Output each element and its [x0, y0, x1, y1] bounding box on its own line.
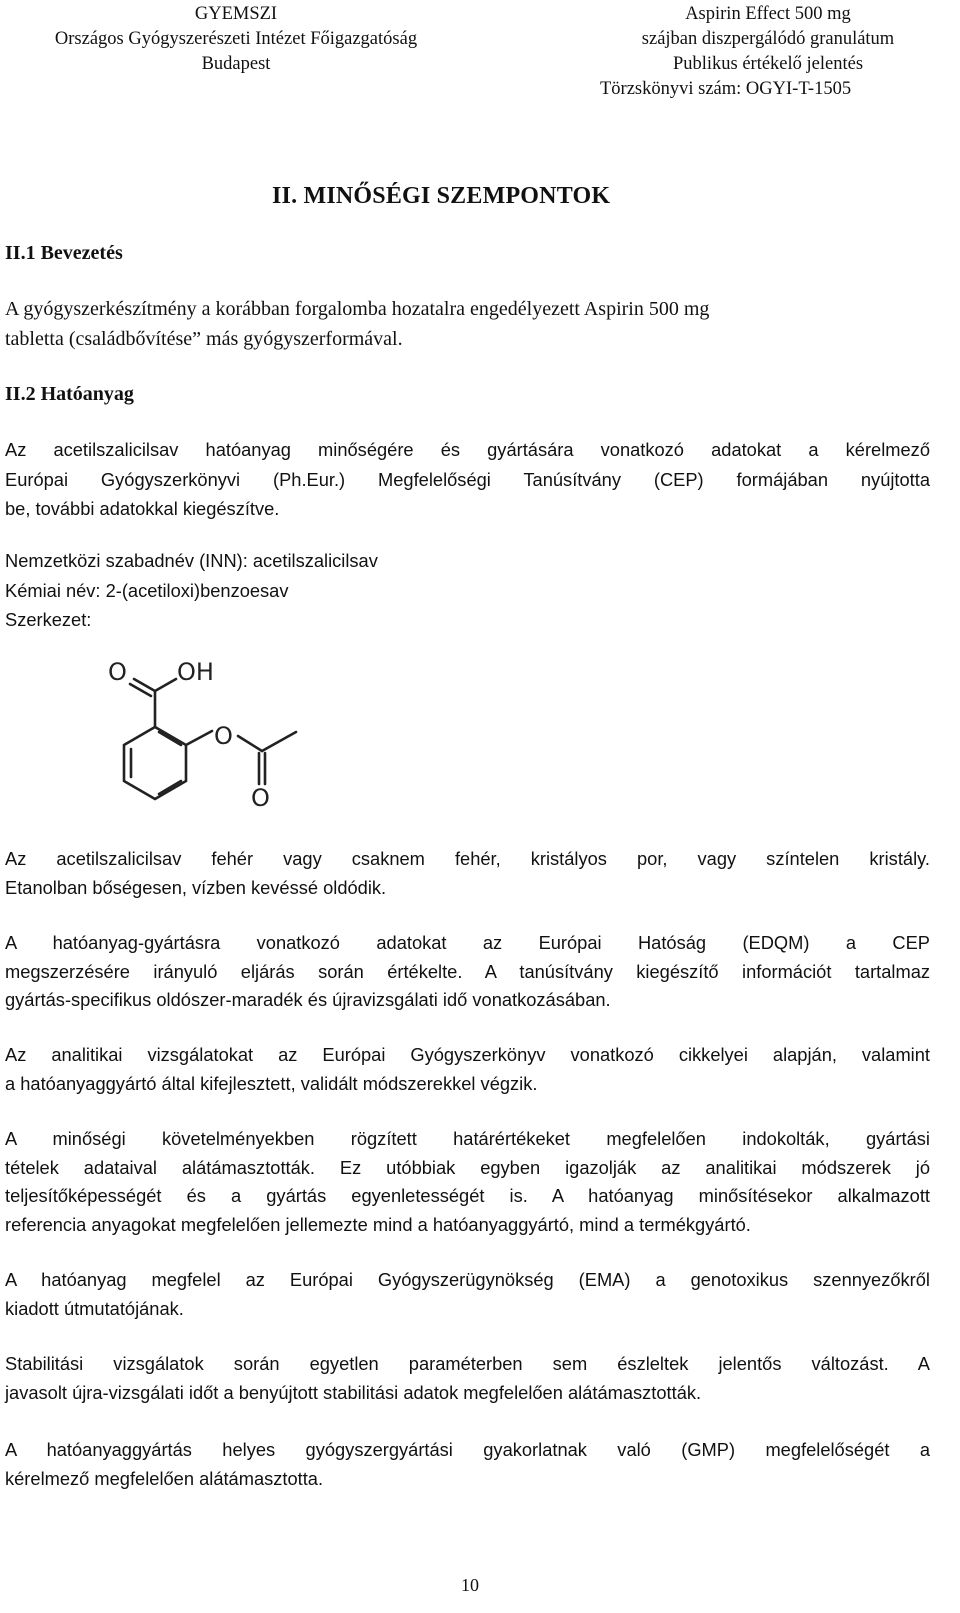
paragraph-description: [5, 845, 930, 902]
paragraph-genotoxic: [5, 1266, 930, 1323]
text-line: Az acetilszalicilsav fehér vagy csaknem fehér, kristályos por, vagy színtelen kristály.: [5, 848, 930, 869]
text-line: Európai Gyógyszerkönyvi (Ph.Eur.) Megfelelőségi Tanúsítvány (CEP) formájában nyújtotta: [5, 468, 930, 490]
text-line: be, további adatokkal kiegészítve.: [5, 498, 280, 519]
text-line: Stabilitási vizsgálatok során egyetlen paraméterben sem észleltek jelentős változást. A: [5, 1353, 930, 1374]
header-org-full: Országos Gyógyszerészeti Intézet Főigazgatóság: [54, 29, 418, 49]
text-line: A hatóanyag megfelel az Európai Gyógyszerügynökség (EMA) a genotoxikus szennyezőkről: [5, 1269, 930, 1290]
header-registration: Törzskönyvi szám: OGYI-T-1505: [600, 79, 852, 99]
header-right: [598, 2, 938, 102]
paragraph-names: [5, 546, 930, 635]
text-line: A hatóanyaggyártás helyes gyógyszergyártási gyakorlatnak való (GMP) megfelelőségét a: [5, 1439, 930, 1460]
paragraph-cep: [5, 435, 930, 524]
text-line: megszerzésére irányuló eljárás során értékelte. A tanúsítvány kiegészítő információt tartalmaz: [5, 960, 930, 982]
intro-line: tabletta (családbővítése” más gyógyszerformával.: [5, 327, 403, 350]
text-line: kérelmező megfelelően alátámasztotta.: [5, 1467, 324, 1489]
atom-label: O: [251, 784, 270, 812]
header-report-type: Publikus értékelő jelentés: [672, 54, 864, 74]
page-number: 10: [461, 1575, 479, 1595]
text-line: Az analitikai vizsgálatokat az Európai Gyógyszerkönyv vonatkozó cikkelyei alapján, valamint: [5, 1044, 930, 1065]
main-title: II. MINŐSÉGI SZEMPONTOK: [272, 183, 611, 209]
text-line: a hatóanyaggyártó által kifejlesztett, validált módszerekkel végzik.: [5, 1072, 538, 1094]
header-product: Aspirin Effect 500 mg: [685, 4, 851, 24]
intro-paragraph: [5, 295, 930, 354]
section-heading-introduction: II.1 Bevezetés: [5, 242, 123, 264]
text-line: gyártás-specifikus oldószer-maradék és újravizsgálati idő vonatkozásában.: [5, 989, 611, 1010]
header-city: Budapest: [201, 54, 271, 74]
paragraph-gmp: [5, 1436, 930, 1493]
atom-label: O: [108, 658, 127, 686]
text-line: A hatóanyag-gyártásra vonatkozó adatokat az Európai Hatóság (EDQM) a CEP: [5, 932, 930, 953]
text-line: teljesítőképességét és a gyártás egyenletességét is. A hatóanyag minősítésekor alkalmazott: [5, 1185, 930, 1206]
aspirin-structure-image: [100, 650, 310, 820]
structure-label: Szerkezet:: [5, 609, 92, 630]
paragraph-edqm: [5, 929, 930, 1015]
chemical-name-line: Kémiai név: 2-(acetiloxi)benzoesav: [5, 579, 289, 601]
text-line: kiadott útmutatójának.: [5, 1297, 184, 1319]
text-line: Etanolban bőségesen, vízben kevéssé oldódik.: [5, 876, 387, 898]
intro-line: A gyógyszerkészítmény a korábban forgalomba hozatalra engedélyezett Aspirin 500 mg: [5, 298, 710, 320]
paragraph-specifications: [5, 1125, 930, 1239]
text-line: referencia anyagokat megfelelően jellemezte mind a hatóanyaggyártó, mind a termékgyártó.: [5, 1213, 751, 1235]
atom-label: OH: [177, 658, 214, 686]
section-heading-active-substance: II.2 Hatóanyag: [5, 383, 134, 405]
text-line: Az acetilszalicilsav hatóanyag minőségére és gyártására vonatkozó adatokat a kérelmező: [5, 439, 930, 460]
header-left: [6, 2, 466, 77]
header-org-short: GYEMSZI: [194, 4, 278, 24]
text-line: tételek adataival alátámasztották. Ez utóbbiak egyben igazolják az analitikai módszerek jó: [5, 1156, 930, 1178]
inn-line: Nemzetközi szabadnév (INN): acetilszalicilsav: [5, 550, 378, 571]
paragraph-analytics: [5, 1041, 930, 1098]
text-line: javasolt újra-vizsgálati időt a benyújtott stabilitási adatok megfelelően alátámasztották.: [5, 1381, 702, 1403]
text-line: A minőségi követelményekben rögzített határértékeket megfelelően indokolták, gyártási: [5, 1128, 930, 1149]
header-form: szájban diszpergálódó granulátum: [641, 29, 895, 49]
paragraph-stability: [5, 1350, 930, 1407]
atom-label: O: [214, 722, 233, 750]
